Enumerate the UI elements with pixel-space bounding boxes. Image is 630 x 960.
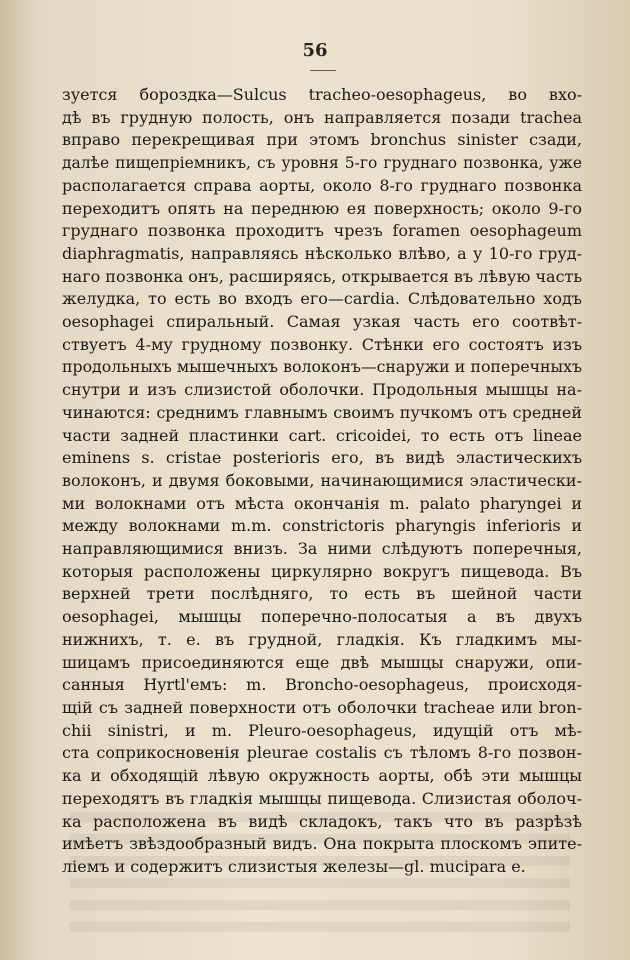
text-line: зуется бороздка—Sulcus tracheo-oesophageus, во вхо- (62, 85, 582, 104)
text-line: продольныхъ мышечныхъ волоконъ—снаружи и поперечныхъ (62, 357, 582, 377)
text-line: ми волокнами отъ мѣста окончанія m. palato pharyngei и (62, 493, 582, 513)
text-line: diaphragmatis, направляясь нѣсколько влѣво, а у 10-го груд- (62, 243, 582, 263)
text-line: дѣ въ грудную полость, онъ направляется позади trachea (62, 107, 582, 127)
text-line: ствуетъ 4-му грудному позвонку. Стѣнки его состоятъ изъ (62, 334, 582, 354)
text-line: oesophagei спиральный. Самая узкая часть его соотвѣт- (62, 312, 582, 332)
text-line: ліемъ и содержитъ слизистыя железы—gl. mucipara e. (62, 856, 526, 876)
text-line: между волокнами m.m. constrictoris pharyngis inferioris и (62, 516, 582, 536)
text-line: нижнихъ, т. е. въ грудной, гладкія. Къ гладкимъ мы- (62, 629, 582, 649)
text-line: желудка, то есть во входъ его—cardia. Слѣдовательно ходъ (62, 289, 582, 309)
text-line: ка расположена въ видѣ складокъ, такъ что въ разрѣзѣ (62, 811, 582, 831)
text-line: волоконъ, и двумя боковыми, начинающимися эластически- (62, 470, 582, 490)
text-line: щій съ задней поверхности отъ оболочки tracheae или bron- (62, 697, 582, 717)
text-line: далѣе пищепріемникъ, съ уровня 5-го груднаго позвонка, уже (62, 154, 582, 173)
text-line: снутри и изъ слизистой оболочки. Продольныя мышцы на- (62, 380, 582, 400)
text-line: наго позвонка онъ, расширяясь, открывается въ лѣвую часть (62, 266, 582, 286)
body-text (62, 84, 582, 879)
page-number: 56 (302, 40, 328, 61)
text-line: направляющимися внизъ. За ними слѣдуютъ поперечныя, (62, 539, 582, 559)
text-line: переходятъ въ гладкія мышцы пищевода. Слизистая оболоч- (62, 788, 582, 808)
text-line: ста соприкосновенія pleurae costalis съ тѣломъ 8-го позвон- (62, 743, 582, 763)
text-line: имѣетъ звѣздообразный видъ. Она покрыта плоскомъ эпите- (62, 834, 582, 854)
text-line: чинаются: среднимъ главнымъ своимъ пучкомъ отъ средней (62, 402, 582, 422)
text-line: вправо перекрещивая при этомъ bronchus sinister сзади, (62, 130, 582, 150)
text-line: шицамъ присоединяются еще двѣ мышцы снаружи, опи- (62, 652, 582, 672)
text-line: верхней трети послѣдняго, то есть въ шейной части (62, 584, 582, 604)
text-line: располагается справа аорты, около 8-го груднаго позвонка (62, 175, 582, 195)
page-number-rule (310, 70, 336, 71)
text-line: eminens s. cristae posterioris его, въ видѣ эластическихъ (62, 448, 582, 468)
text-line: груднаго позвонка проходитъ чрезъ foramen oesophageum (62, 221, 582, 241)
text-line: переходитъ опять на переднюю ея поверхность; около 9-го (62, 198, 582, 218)
text-line: которыя расположены циркулярно вокругъ пищевода. Въ (62, 561, 582, 581)
text-line: oesophagei, мышцы поперечно-полосатыя а въ двухъ (62, 607, 582, 627)
text-line: chii sinistri, и m. Pleuro-oesophageus, идущій отъ мѣ- (62, 720, 582, 740)
text-line: санныя Hyrtl'емъ: m. Broncho-oesophageus, происходя- (62, 675, 582, 695)
text-line: части задней пластинки cart. cricoidei, то есть отъ lineae (62, 425, 582, 445)
text-line: ка и обходящій лѣвую окружность аорты, обѣ эти мышцы (62, 766, 582, 786)
